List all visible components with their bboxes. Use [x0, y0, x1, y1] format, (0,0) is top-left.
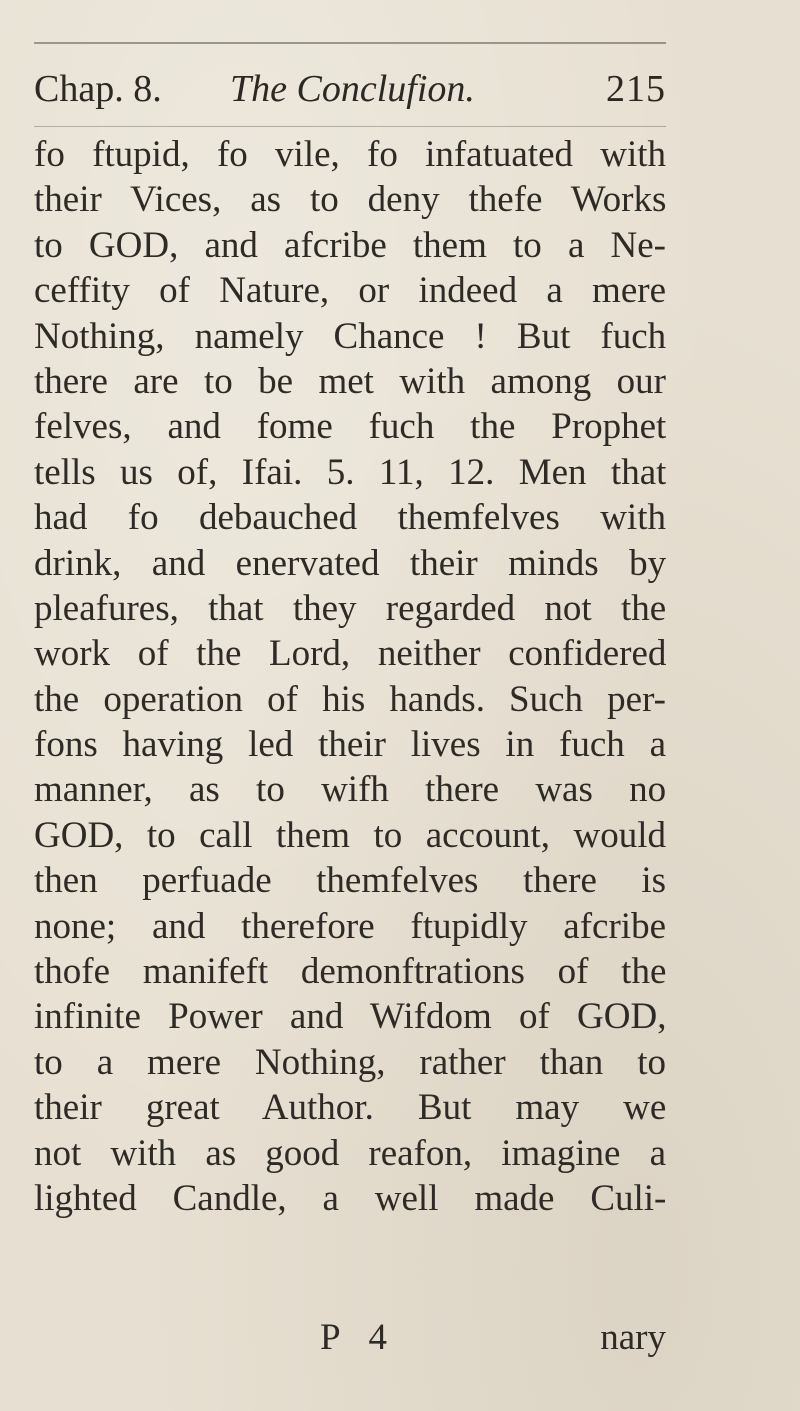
- body-text: [34, 132, 666, 1221]
- text-line: there are to be met with among our: [34, 360, 666, 402]
- text-line: tells us of, Ifai. 5. 11, 12. Men that: [34, 451, 666, 493]
- page-number: 215: [606, 68, 666, 110]
- text-line: fons having led their lives in fuch a: [34, 724, 666, 766]
- text-line: had fo debauched themfelves with: [34, 497, 666, 539]
- catchword: nary: [600, 1317, 666, 1358]
- catchline: [34, 1315, 666, 1361]
- text-line: felves, and fome fuch the Prophet: [34, 406, 666, 448]
- text-line: their Vices, as to deny thefe Works: [34, 179, 666, 221]
- text-line: not with as good reafon, imagine a: [34, 1132, 666, 1174]
- text-line: the operation of his hands. Such per-: [34, 678, 666, 720]
- running-title: The Conclufion.: [230, 68, 475, 110]
- text-line: fo ftupid, fo vile, fo infatuated with: [34, 134, 666, 175]
- text-line: drink, and enervated their minds by: [34, 542, 666, 584]
- text-line: then perfuade themfelves there is: [34, 860, 666, 902]
- text-line: to a mere Nothing, rather than to: [34, 1041, 666, 1083]
- text-line: manner, as to wifh there was no: [34, 769, 666, 811]
- text-line: thofe manifeft demonftrations of the: [34, 951, 666, 993]
- text-line: ceffity of Nature, or indeed a mere: [34, 270, 666, 312]
- text-line: their great Author. But may we: [34, 1087, 666, 1129]
- chapter-label: Chap. 8.: [34, 68, 162, 110]
- header-rule: [34, 126, 666, 127]
- running-header: [34, 66, 666, 112]
- signature-mark: P 4: [320, 1317, 397, 1358]
- top-rule: [34, 42, 666, 44]
- text-line: GOD, to call them to account, would: [34, 814, 666, 856]
- text-line: to GOD, and afcribe them to a Ne-: [34, 224, 666, 266]
- text-line: work of the Lord, neither confidered: [34, 633, 666, 675]
- text-line: lighted Candle, a well made Culi-: [34, 1177, 666, 1219]
- text-line: Nothing, namely Chance ! But fuch: [34, 315, 666, 357]
- text-line: infinite Power and Wifdom of GOD,: [34, 996, 666, 1038]
- text-line: pleafures, that they regarded not the: [34, 587, 666, 629]
- text-line: none; and therefore ftupidly afcribe: [34, 905, 666, 947]
